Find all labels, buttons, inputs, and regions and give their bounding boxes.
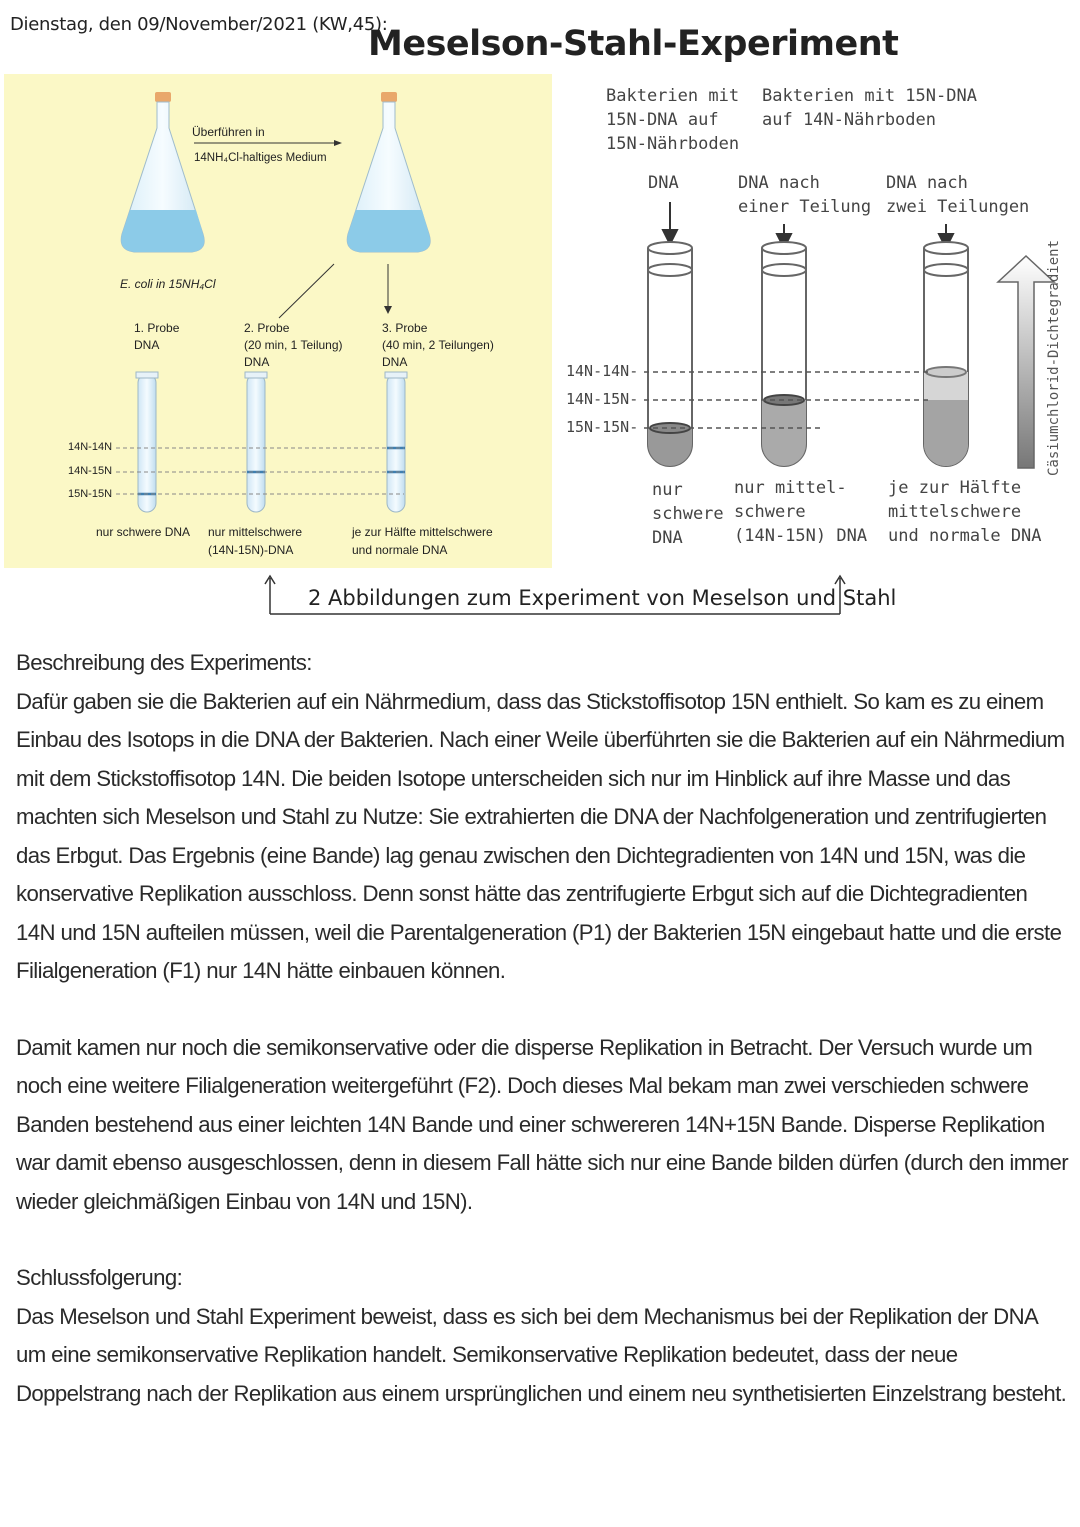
result-2-line1: nur mittelschwere xyxy=(208,525,303,539)
probe-2-time: (20 min, 1 Teilung) xyxy=(244,338,343,352)
medium-label: 14NH₄Cl-haltiges Medium xyxy=(194,152,327,164)
description-heading: Beschreibung des Experiments: xyxy=(16,650,312,675)
res2-1-b: schwere xyxy=(652,504,724,524)
date-line: Dienstag, den 09/November/2021 (KW,45): xyxy=(10,14,388,35)
probe-3-sub: DNA xyxy=(382,355,408,369)
left-header-1: Bakterien mit xyxy=(606,86,740,106)
res2-2-a: nur mittel- xyxy=(734,478,847,498)
conclusion-paragraph: Das Meselson und Stahl Experiment beweist, dass es sich bei dem Mechanismus bei der Replikation der DNA um eine semikonservative Replikation handelt. Semikonservative Replikation bedeutet, dass der neue Doppelstrang nach der Replikation aus einem ursprünglichen und einem neu synthetisierten Einzelstrang besteht. xyxy=(16,1303,1067,1406)
res2-1-a: nur xyxy=(652,480,683,500)
result-3-line2: und normale DNA xyxy=(352,543,448,557)
flask-right xyxy=(347,92,430,252)
res2-3-c: und normale DNA xyxy=(888,526,1042,546)
right-header-2: auf 14N-Nährboden xyxy=(762,110,936,130)
gradient-tube-1 xyxy=(648,242,692,466)
page-title: Meselson-Stahl-Experiment xyxy=(368,24,899,64)
result-2-line2: (14N-15N)-DNA xyxy=(208,543,294,557)
gradient-tube-3 xyxy=(924,242,968,466)
probe-3-title: 3. Probe xyxy=(382,321,428,335)
res2-2-c: (14N-15N) DNA xyxy=(734,526,868,546)
figure-2-gradient xyxy=(560,78,1078,568)
band-label-15-15: 15N-15N xyxy=(68,488,113,500)
col-1-label: DNA xyxy=(648,173,679,193)
col-2-line2: einer Teilung xyxy=(738,197,872,217)
spacer xyxy=(16,991,1068,1029)
band-14-14: 14N-14N- xyxy=(566,362,639,380)
result-3-line1: je zur Hälfte mittelschwere xyxy=(352,525,493,539)
res2-2-b: schwere xyxy=(734,502,806,522)
right-header-1: Bakterien mit 15N-DNA xyxy=(762,86,977,106)
flask-left xyxy=(121,92,204,252)
description-paragraph-2: Damit kamen nur noch die semikonservative oder die disperse Replikation in Betracht. Der Versuch wurde um noch eine weitere Filialgeneration weitergeführt (F2). Doch dieses Mal bekam man zwei verschieden schwere Banden bestehend aus einer leichten 14N Bande und einer schwereren 14N+15N Bande. Disperse Replikation war damit ebenso ausgeschlossen, denn in diesem Fall hätte sich nur eine Bande bilden dürfen (durch den immer wieder gleichmäßigen Einbau von 14N und 15N). xyxy=(16,1034,1069,1214)
col-3-line2: zwei Teilungen xyxy=(886,197,1030,217)
probe-3-time: (40 min, 2 Teilungen) xyxy=(382,338,494,352)
left-header-2: 15N-DNA auf xyxy=(606,110,719,130)
band-14-15: 14N-15N- xyxy=(566,390,639,408)
ecoli-label: E. coli in 15NH₄Cl xyxy=(120,277,216,291)
figure-caption: 2 Abbildungen zum Experiment von Meselson und Stahl xyxy=(308,586,897,610)
probe-2-sub: DNA xyxy=(244,355,270,369)
tube-2 xyxy=(245,372,267,512)
conclusion-heading: Schlussfolgerung: xyxy=(16,1265,183,1290)
band-15-15: 15N-15N- xyxy=(566,418,639,436)
description-paragraph-1: Dafür gaben sie die Bakterien auf ein Nährmedium, dass das Stickstoffisotop 15N enthielt. So kam es zu einem Einbau des Isotops in die DNA der Bakterien. Nach einer Weile überführten sie die Bakterien auf ein Nährmedium mit dem Stickstoffisotop 14N. Die beiden Isotope unterscheiden sich nur im Hinblick auf ihre Masse und das machten sich Meselson und Stahl zu Nutze: Sie extrahierten die DNA der Nachfolgeneration und zentrifugierten das Erbgut. Das Ergebnis (eine Bande) lag genau zwischen den Dichtegradienten von 14N und 15N, was die konservative Replikation ausschloss. Denn sonst hätte das zentrifugierte Erbgut sich auf die Dichtegradienten 14N und 15N aufteilen müssen, weil die Parentalgeneration (P1) der Bakterien 15N eingebaut hatte und die erste Filialgeneration (F1) nur 14N hätte einbauen können. xyxy=(16,688,1065,983)
tube-3 xyxy=(385,372,407,512)
col-3-line1: DNA nach xyxy=(886,173,968,193)
band-label-14-14: 14N-14N xyxy=(68,441,113,453)
left-header-3: 15N-Nährboden xyxy=(606,134,740,154)
res2-1-c: DNA xyxy=(652,528,683,548)
figure-1-flasks xyxy=(4,74,552,568)
res2-3-b: mittelschwere xyxy=(888,502,1022,522)
col-2-line1: DNA nach xyxy=(738,173,820,193)
probe-2-title: 2. Probe xyxy=(244,321,290,335)
probe-1-title: 1. Probe xyxy=(134,321,180,335)
res2-3-a: je zur Hälfte xyxy=(888,478,1022,498)
band-label-14-15: 14N-15N xyxy=(68,465,113,477)
body-text xyxy=(16,644,1068,1413)
gradient-tube-2 xyxy=(762,242,806,466)
result-1-label: nur schwere DNA xyxy=(96,525,191,539)
spacer xyxy=(16,1221,1068,1259)
gradient-label: Cäsiumchlorid-Dichtegradient xyxy=(1046,239,1062,476)
transfer-label: Überführen in xyxy=(192,125,265,139)
tube-1 xyxy=(136,372,158,512)
probe-1-sub: DNA xyxy=(134,338,160,352)
